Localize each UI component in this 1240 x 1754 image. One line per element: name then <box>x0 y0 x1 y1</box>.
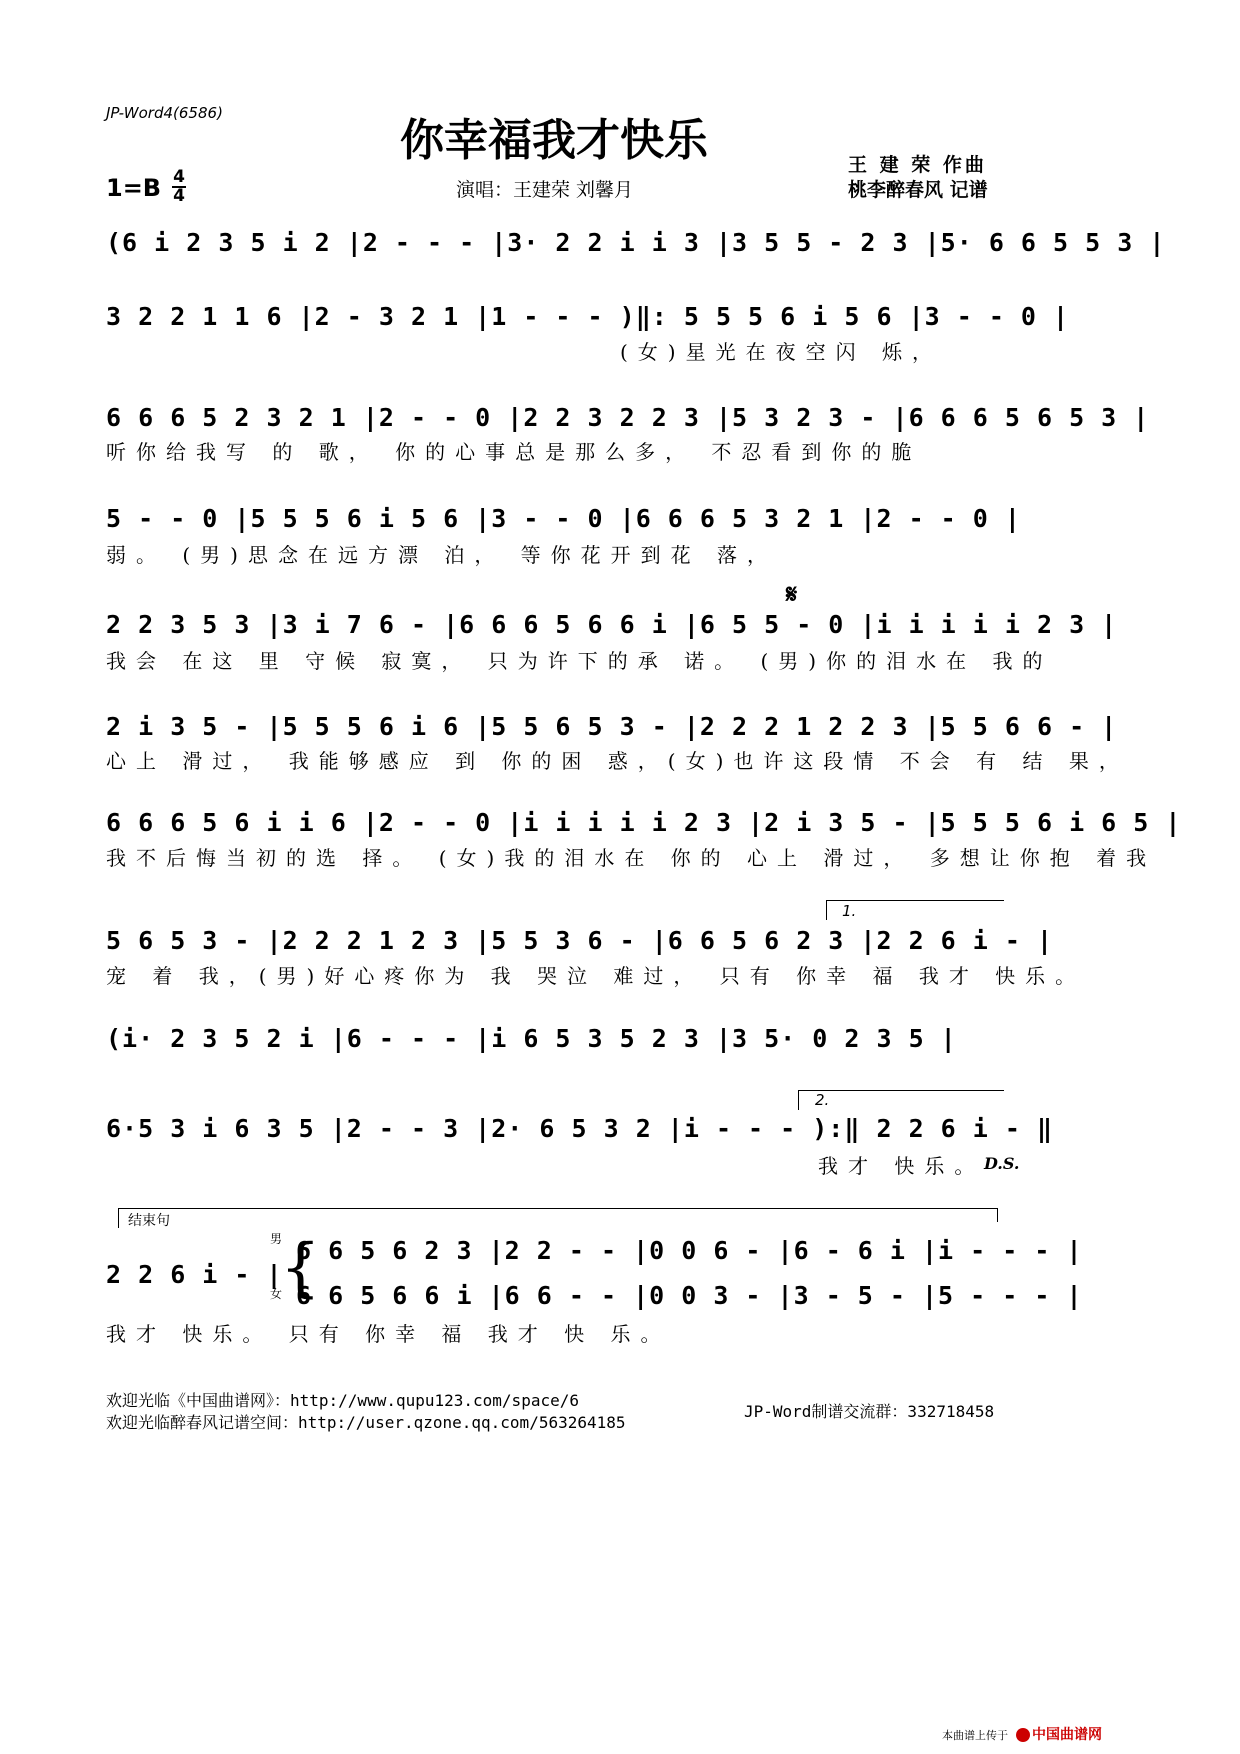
notes-row-5: 2 2 3 5 3 |3 i 7 6 - |6 6 6 5 6 6 i |6 5 5 - 0 |i i i i i 2 3 | <box>106 610 1118 639</box>
volta-1-stem <box>826 900 827 920</box>
ending-label: 结束句 <box>128 1213 170 1229</box>
upload-note: 本曲谱上传于 <box>942 1729 1008 1742</box>
lyrics-row-2: (女)星光在夜空闪 烁， <box>620 340 942 364</box>
lyrics-row-6: 心上 滑过， 我能够感应 到 你的困 惑，(女)也许这段情 不会 有 结 果， <box>106 749 1129 773</box>
ending-bracket <box>118 1208 998 1209</box>
key-signature: 1=B <box>106 174 162 202</box>
female-voice-label: 女 <box>270 1287 283 1301</box>
notes-row-6: 2 i 3 5 - |5 5 5 6 i 6 |5 5 6 5 3 - |2 2 2 1 2 2 3 |5 5 6 6 - | <box>106 712 1118 741</box>
ds-mark: D.S. <box>984 1154 1020 1173</box>
segno-sign: 𝄋 <box>786 580 798 610</box>
notes-row-10: 6·5 3 i 6 3 5 |2 - - 3 |2· 6 5 3 2 |i - - - ):‖ 2 2 6 i - ‖ <box>106 1114 1054 1143</box>
coda-lead-notes: 2 2 6 i - | <box>106 1260 283 1289</box>
lyrics-row-8: 宠 着 我，(男)好心疼你为 我 哭泣 难过， 只有 你幸 福 我才 快乐。 <box>106 964 1086 988</box>
song-title: 你幸福我才快乐 <box>400 115 708 166</box>
male-voice-label: 男 <box>270 1232 283 1246</box>
site-logo <box>1016 1724 1102 1744</box>
meter-top: 4 <box>173 167 185 187</box>
composer: 王 建 荣 作曲 <box>848 154 987 176</box>
coda-male-notes: 6 6 5 6 2 3 |2 2 - - |0 0 6 - |6 - 6 i |i - - - | <box>296 1236 1083 1265</box>
lyrics-row-4: 弱。 (男)思念在远方漂 泊， 等你花开到花 落， <box>106 543 778 567</box>
time-signature <box>172 169 186 205</box>
lyrics-row-5: 我会 在这 里 守候 寂寞， 只为许下的承 诺。 (男)你的泪水在 我的 <box>106 649 1053 673</box>
notes-row-2: 3 2 2 1 1 6 |2 - 3 2 1 |1 - - - )‖: 5 5 5 6 i 5 6 |3 - - 0 | <box>106 302 1070 331</box>
singers: 演唱：王建荣 刘馨月 <box>456 179 634 201</box>
volta-1-label: 1. <box>842 902 857 920</box>
volta-1-bracket <box>826 900 1004 901</box>
footer-link-2: 欢迎光临醉春风记谱空间：http://user.qzone.qq.com/563264185 <box>106 1413 626 1432</box>
meter-bottom: 4 <box>173 186 185 206</box>
footer-link-1: 欢迎光临《中国曲谱网》：http://www.qupu123.com/space/6 <box>106 1391 579 1410</box>
site-logo-icon <box>1016 1728 1030 1742</box>
software-label: JP-Word4(6586) <box>106 104 223 122</box>
site-logo-text: 中国曲谱网 <box>1032 1727 1102 1743</box>
ending-bracket-left <box>118 1208 119 1228</box>
notes-row-3: 6 6 6 5 2 3 2 1 |2 - - 0 |2 2 3 2 2 3 |5 3 2 3 - |6 6 6 5 6 5 3 | <box>106 403 1150 432</box>
notes-row-4: 5 - - 0 |5 5 5 6 i 5 6 |3 - - 0 |6 6 6 5 3 2 1 |2 - - 0 | <box>106 504 1021 533</box>
lyrics-row-10: 我才 快乐。 <box>818 1154 985 1178</box>
volta-2-stem <box>798 1090 799 1110</box>
coda-lyrics: 我才 快乐。 只有 你幸 福 我才 快 乐。 <box>106 1322 671 1346</box>
voice-brace: { <box>280 1231 321 1305</box>
transcriber: 桃李醉春风 记谱 <box>848 179 988 201</box>
footer-group: JP-Word制谱交流群：332718458 <box>744 1402 995 1421</box>
notes-row-7: 6 6 6 5 6 i i 6 |2 - - 0 |i i i i i 2 3 |2 i 3 5 - |5 5 5 6 i 6 5 | <box>106 808 1182 837</box>
notes-row-1: (6 i 2 3 5 i 2 |2 - - - |3· 2 2 i i 3 |3 5 5 - 2 3 |5· 6 6 5 5 3 | <box>106 228 1166 257</box>
notes-row-9: (i· 2 3 5 2 i |6 - - - |i 6 5 3 5 2 3 |3 5· 0 2 3 5 | <box>106 1024 957 1053</box>
ending-bracket-right <box>997 1208 998 1222</box>
volta-2-label: 2. <box>815 1091 830 1109</box>
lyrics-row-3: 听你给我写 的 歌， 你的心事总是那么多， 不忍看到你的脆 <box>106 440 922 464</box>
coda-female-notes: 6 6 5 6 6 i |6 6 - - |0 0 3 - |3 - 5 - |5 - - - | <box>296 1281 1083 1310</box>
notes-row-8: 5 6 5 3 - |2 2 2 1 2 3 |5 5 3 6 - |6 6 5 6 2 3 |2 2 6 i - | <box>106 926 1054 955</box>
lyrics-row-7: 我不后悔当初的选 择。 (女)我的泪水在 你的 心上 滑过， 多想让你抱 着我 <box>106 846 1157 870</box>
